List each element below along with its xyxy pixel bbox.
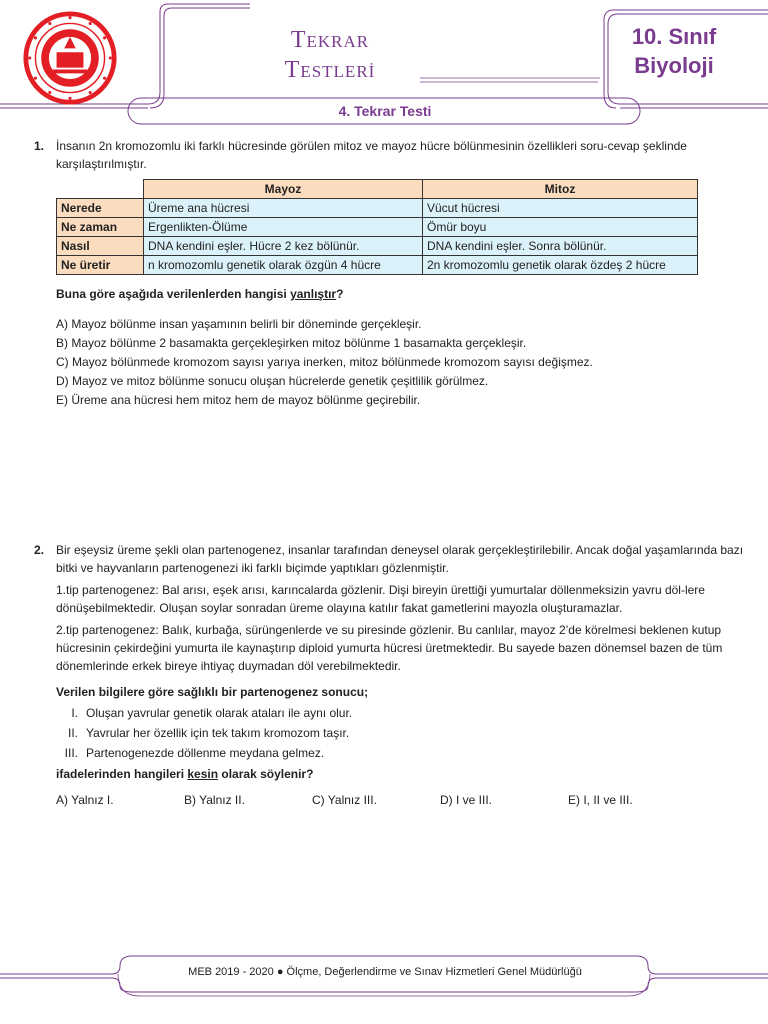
question-2 xyxy=(34,541,746,809)
table-cell: n kromozomlu genetik olarak özgün 4 hücre xyxy=(144,256,423,275)
column-header-mitoz: Mitoz xyxy=(423,180,698,199)
table-row xyxy=(57,256,698,275)
option-e[interactable]: E) I, II ve III. xyxy=(568,793,633,807)
brand-title: TEKRAR TESTLERİ xyxy=(284,27,376,83)
table-header-row xyxy=(57,180,698,199)
row-label: Nerede xyxy=(57,199,144,218)
grade-subject xyxy=(612,22,736,80)
option-d[interactable]: D) I ve III. xyxy=(440,793,493,807)
question-number: 2. xyxy=(34,543,45,557)
question-number: 1. xyxy=(34,139,45,153)
option-b[interactable]: B) Yalnız II. xyxy=(184,793,245,807)
question-prompt: ifadelerinden hangileri kesin olarak söylenir? xyxy=(56,767,314,781)
grade-label: 10. Sınıf xyxy=(631,24,717,49)
question-prompt: Buna göre aşağıda verilenlerden hangisi yanlıştır? xyxy=(56,287,344,301)
table-row xyxy=(57,237,698,256)
statement-list xyxy=(56,703,746,763)
column-header-mayoz: Mayoz xyxy=(144,180,423,199)
subject-label: Biyoloji xyxy=(634,53,714,78)
option-a[interactable]: A) Mayoz bölünme insan yaşamının belirli bir döneminde gerçekleşir. xyxy=(56,317,422,331)
answer-options xyxy=(56,791,746,809)
statement-item: III. Partenogenezde döllenme meydana gelmez. xyxy=(64,746,325,760)
table-row xyxy=(57,199,698,218)
footer-text: MEB 2019 - 2020 ● Ölçme, Değerlendirme ve Sınav Hizmetleri Genel Müdürlüğü xyxy=(188,966,582,978)
option-c[interactable]: C) Yalnız III. xyxy=(312,793,377,807)
statement-item: II. Yavrular her özellik için tek takım kromozom taşır. xyxy=(67,726,350,740)
row-label: Ne zaman xyxy=(57,218,144,237)
question-stem: İnsanın 2n kromozomlu iki farklı hücresinde görülen mitoz ve mayoz hücre bölünmesinin özellikleri soru-cevap şeklinde karşılaştırılmıştır. xyxy=(56,139,687,171)
table-cell: DNA kendini eşler. Hücre 2 kez bölünür. xyxy=(144,237,423,256)
option-c[interactable]: C) Mayoz bölünmede kromozom sayısı yarıya inerken, mitoz bölünmede kromozom sayısı değişmez. xyxy=(56,355,593,369)
type2-paragraph: 2.tip partenogenez: Balık, kurbağa, sürüngenlerde ve su piresinde gözlenir. Bu canlılar, mayoz 2’de körelmesi beklenen kutup hücresinin çekirdeğini yumurta ile kaynaştırıp diploid yumurta hücresi üretmektedir. Bu sayede bazen dönemsel bazen de tüm dönemlerinde erkek bireye ihtiyaç duymadan döl verebilmektedir. xyxy=(56,623,723,673)
table-cell: 2n kromozomlu genetik olarak özdeş 2 hücre xyxy=(423,256,698,275)
table-row xyxy=(57,218,698,237)
comparison-table xyxy=(56,179,698,275)
table-cell: Üreme ana hücresi xyxy=(144,199,423,218)
statements-lead: Verilen bilgilere göre sağlıklı bir partenogenez sonucu; xyxy=(56,685,369,699)
question-intro: Bir eşeysiz üreme şekli olan partenogenez, insanlar tarafından deneysel olarak gerçekleştirilebilir. Ancak doğal yaşamlarında bazı bitki ve hayvanların partenogenezi iki farklı biçimde yaptıkları gözlenmiştir. xyxy=(56,543,744,575)
option-d[interactable]: D) Mayoz ve mitoz bölünme sonucu oluşan hücrelerde genetik çeşitlilik görülmez. xyxy=(56,374,489,388)
row-label: Ne üretir xyxy=(57,256,144,275)
type1-paragraph: 1.tip partenogenez: Bal arısı, eşek arısı, karıncalarda gözlenir. Dişi bireyin ürettiği yumurtalar döllenmeksizin yavru döl-lere dönüşebilmektedir. Oluşan soylar sonradan üreme olayına katılır fakat gametlerini mayozla oluşturamazlar. xyxy=(56,583,705,615)
test-title: 4. Tekrar Testi xyxy=(338,103,432,119)
ministry-seal-logo xyxy=(22,10,118,106)
table-cell: Ergenlikten-Ölüme xyxy=(144,218,423,237)
row-label: Nasıl xyxy=(57,237,144,256)
table-cell: DNA kendini eşler. Sonra bölünür. xyxy=(423,237,698,256)
table-cell: Ömür boyu xyxy=(423,218,698,237)
answer-options xyxy=(56,315,746,410)
option-e[interactable]: E) Üreme ana hücresi hem mitoz hem de mayoz bölünme geçirebilir. xyxy=(56,393,421,407)
table-cell: Vücut hücresi xyxy=(423,199,698,218)
question-1 xyxy=(34,137,746,410)
option-a[interactable]: A) Yalnız I. xyxy=(56,793,114,807)
statement-item: I. Oluşan yavrular genetik olarak ataları ile aynı olur. xyxy=(71,706,353,720)
option-b[interactable]: B) Mayoz bölünme 2 basamakta gerçekleşirken mitoz bölünme 1 basamakta gerçekleşir. xyxy=(56,336,527,350)
